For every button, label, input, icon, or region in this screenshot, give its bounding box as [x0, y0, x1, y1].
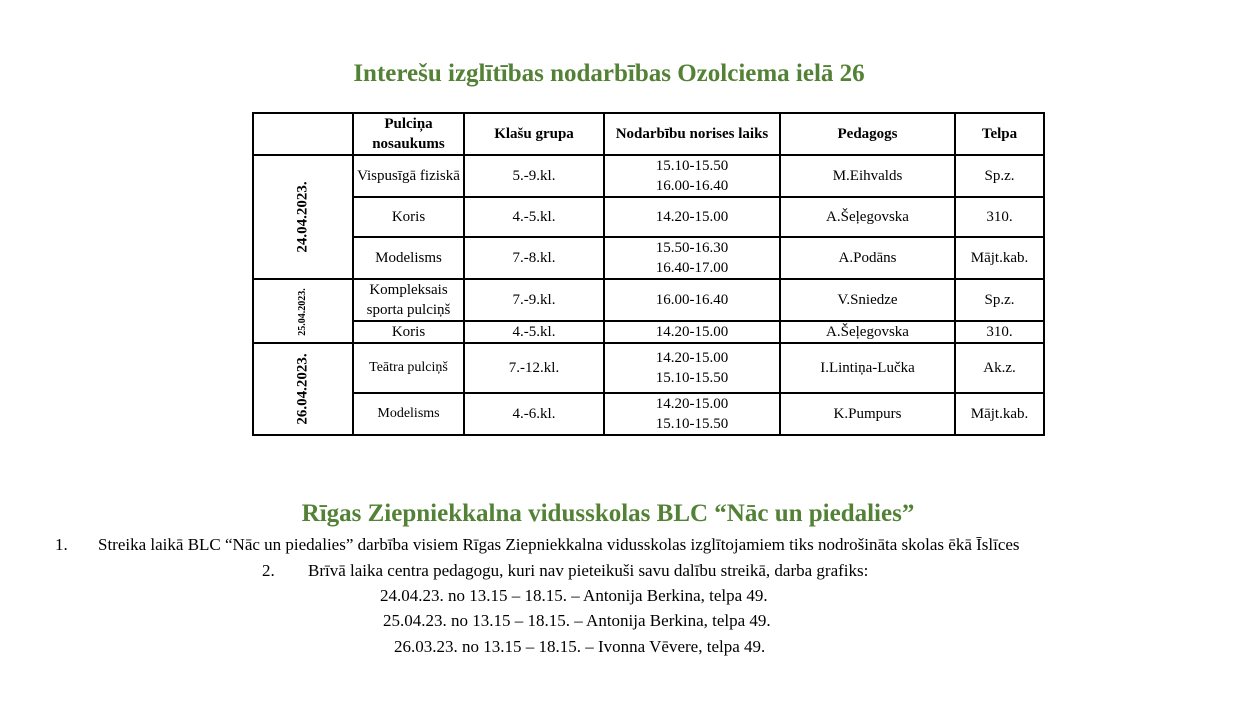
date-label: 24.04.2023.: [295, 181, 311, 253]
class-group: 7.-8.kl.: [464, 237, 604, 279]
schedule-line: 26.03.23. no 13.15 – 18.15. – Ivonna Vēvere, telpa 49.: [394, 637, 766, 656]
table-row: [253, 237, 1044, 279]
activity-name: Modelisms: [353, 393, 464, 435]
activity-name: Vispusīgā fiziskā: [353, 155, 464, 197]
room: 310.: [955, 321, 1044, 343]
list-number: 2.: [262, 561, 275, 580]
header-teacher: Pedagogs: [780, 113, 955, 155]
list-number: 1.: [55, 535, 68, 554]
schedule-table: [252, 112, 1045, 436]
class-group: 4.-5.kl.: [464, 321, 604, 343]
teacher: V.Sniedze: [780, 279, 955, 321]
activity-name: Modelisms: [353, 237, 464, 279]
room: Sp.z.: [955, 279, 1044, 321]
table-row: [253, 155, 1044, 197]
date-cell: [253, 343, 353, 435]
list-item-2: [262, 561, 275, 581]
page-title: Interešu izglītības nodarbības Ozolciema ielā 26: [353, 60, 865, 87]
lesson-time: 14.20-15.00: [604, 197, 780, 237]
teacher: A.Šeļegovska: [780, 321, 955, 343]
header-name: Pulciņa nosaukums: [353, 113, 464, 155]
table-row: [253, 197, 1044, 237]
room: Sp.z.: [955, 155, 1044, 197]
teacher: A.Šeļegovska: [780, 197, 955, 237]
activity-name: Koris: [353, 197, 464, 237]
date-label: 26.04.2023.: [295, 353, 311, 425]
class-group: 7.-12.kl.: [464, 343, 604, 393]
header-date: [253, 113, 353, 155]
lesson-time: 15.50-16.30 16.40-17.00: [604, 237, 780, 279]
lesson-time: 14.20-15.00: [604, 321, 780, 343]
room: Ak.z.: [955, 343, 1044, 393]
class-group: 4.-5.kl.: [464, 197, 604, 237]
header-time: Nodarbību norises laiks: [604, 113, 780, 155]
date-cell: [253, 279, 353, 343]
teacher: K.Pumpurs: [780, 393, 955, 435]
activity-name: Kompleksais sporta pulciņš: [353, 279, 464, 321]
list-item-2-text: Brīvā laika centra pedagogu, kuri nav pieteikuši savu dalību streikā, darba grafiks:: [308, 561, 869, 580]
lesson-time: 14.20-15.00 15.10-15.50: [604, 343, 780, 393]
schedule-line: 25.04.23. no 13.15 – 18.15. – Antonija Berkina, telpa 49.: [383, 611, 771, 630]
schedule-line: 24.04.23. no 13.15 – 18.15. – Antonija Berkina, telpa 49.: [380, 586, 768, 605]
teacher: I.Lintiņa-Lučka: [780, 343, 955, 393]
table-row: [253, 321, 1044, 343]
header-class: Klašu grupa: [464, 113, 604, 155]
class-group: 4.-6.kl.: [464, 393, 604, 435]
activity-name: Koris: [353, 321, 464, 343]
lesson-time: 14.20-15.00 15.10-15.50: [604, 393, 780, 435]
header-room: Telpa: [955, 113, 1044, 155]
room: Mājt.kab.: [955, 237, 1044, 279]
table-row: [253, 343, 1044, 393]
lesson-time: 15.10-15.50 16.00-16.40: [604, 155, 780, 197]
class-group: 7.-9.kl.: [464, 279, 604, 321]
section-title: Rīgas Ziepniekkalna vidusskolas BLC “Nāc un piedalies”: [301, 500, 915, 527]
table-row: [253, 393, 1044, 435]
teacher: M.Eihvalds: [780, 155, 955, 197]
room: 310.: [955, 197, 1044, 237]
date-label: 25.04.2023.: [297, 288, 308, 336]
activity-name: Teātra pulciņš: [353, 343, 464, 393]
table-row: [253, 279, 1044, 321]
list-item-1: [55, 535, 68, 555]
room: Mājt.kab.: [955, 393, 1044, 435]
class-group: 5.-9.kl.: [464, 155, 604, 197]
teacher: A.Podāns: [780, 237, 955, 279]
date-cell: [253, 155, 353, 279]
lesson-time: 16.00-16.40: [604, 279, 780, 321]
table-header-row: [253, 113, 1044, 155]
list-item-1-text: Streika laikā BLC “Nāc un piedalies” darbība visiem Rīgas Ziepniekkalna vidusskolas izglītojamiem tiks nodrošināta skolas ēkā Īslīces: [98, 535, 1020, 554]
